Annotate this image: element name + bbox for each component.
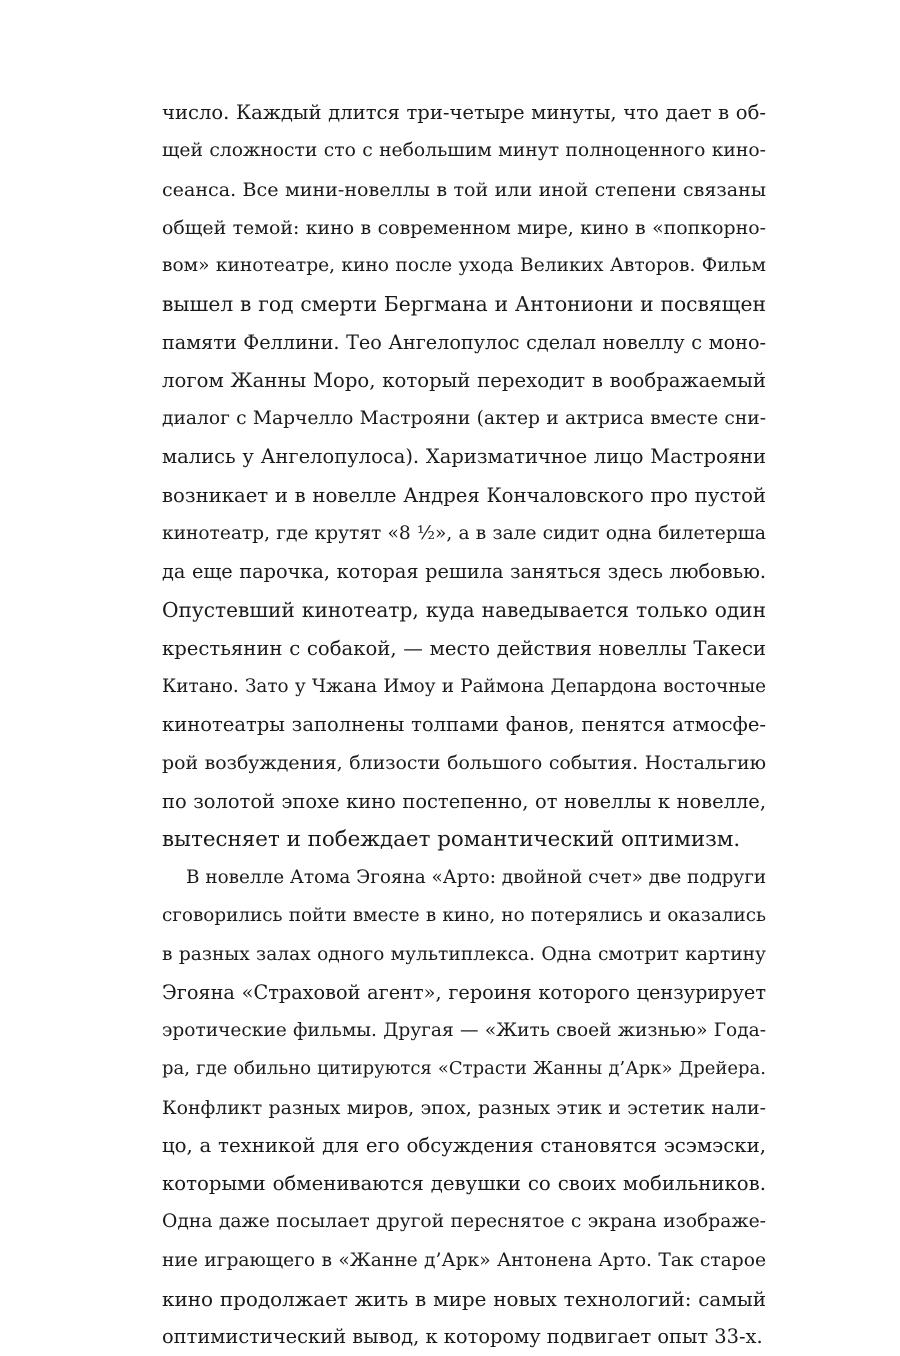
text-line: вытесняет и побеждает романтический оптимизм. xyxy=(162,826,741,852)
text-line: Китано. Зато у Чжана Имоу и Раймона Депардона восточные xyxy=(162,675,766,697)
text-line: эротические фильмы. Другая — «Жить своей жизнью» Года- xyxy=(162,1020,766,1041)
text-line: логом Жанны Моро, который переходит в воображаемый xyxy=(162,368,766,392)
text-line: Эгояна «Страховой агент», героиня которого цензурирует xyxy=(162,980,766,1004)
text-line: кинотеатр, где крутят «8 ½», а в зале сидит одна билетерша xyxy=(162,522,766,544)
text-line: да еще парочка, которая решила заняться здесь любовью. xyxy=(162,560,766,583)
text-line: памяти Феллини. Тео Ангелопулос сделал новеллу с моно- xyxy=(162,330,766,354)
text-line: ра, где обильно цитируются «Страсти Жанны д’Арк» Дрейера. xyxy=(162,1058,766,1080)
text-line: по золотой эпохе кино постепенно, от новеллы к новелле, xyxy=(162,789,766,813)
text-line: кино продолжает жить в мире новых технологий: самый xyxy=(162,1286,766,1311)
text-line: вом» кинотеатре, кино после ухода Великих Авторов. Фильм xyxy=(162,255,766,276)
text-line: цо, а техникой для его обсуждения становятся эсэмэски, xyxy=(162,1133,766,1157)
paragraph-2 xyxy=(162,859,766,1356)
text-line: в разных залах одного мультиплекса. Одна смотрит картину xyxy=(162,943,766,965)
text-line: которыми обмениваются девушки со своих мобильников. xyxy=(162,1172,766,1195)
text-line: Конфликт разных миров, эпох, разных этик и эстетик нали- xyxy=(162,1096,766,1119)
text-line: Одна даже посылает другой переснятое с экрана изображе- xyxy=(162,1211,766,1233)
text-line: кинотеатры заполнены толпами фанов, пенятся атмосфе- xyxy=(162,713,766,736)
text-line: В новелле Атома Эгояна «Арто: двойной счет» две подруги xyxy=(186,867,767,888)
text-line: Опустевший кинотеатр, куда наведывается только один xyxy=(162,598,766,623)
text-line: сговорились пойти вместе в кино, но потерялись и оказались xyxy=(162,905,766,927)
text-line: щей сложности сто с небольшим минут полноценного кино- xyxy=(162,140,766,162)
text-line: возникает и в новелле Андрея Кончаловского про пустой xyxy=(162,483,766,507)
text-line: число. Каждый длится три-четыре минуты, что дает в об- xyxy=(162,101,766,124)
body-text xyxy=(162,94,766,1356)
text-line: общей темой: кино в современном мире, кино в «попкорно- xyxy=(162,216,766,239)
text-line: крестьянин с собакой, — место действия новеллы Такеси xyxy=(162,636,766,660)
text-line: диалог с Марчелло Мастрояни (актер и актриса вместе сни- xyxy=(162,408,766,429)
text-line: мались у Ангелопулоса). Харизматичное лицо Мастрояни xyxy=(162,445,766,469)
text-line: рой возбуждения, близости большого события. Ностальгию xyxy=(162,752,766,775)
text-line: вышел в год смерти Бергмана и Антониони и посвящен xyxy=(162,292,766,317)
text-line: ние играющего в «Жанне д’Арк» Антонена Арто. Так старое xyxy=(162,1249,766,1271)
text-line: оптимистический вывод, к которому подвигает опыт 33-х. xyxy=(162,1325,763,1348)
paragraph-1 xyxy=(162,94,766,859)
text-line: сеанса. Все мини-новеллы в той или иной степени связаны xyxy=(162,178,766,201)
